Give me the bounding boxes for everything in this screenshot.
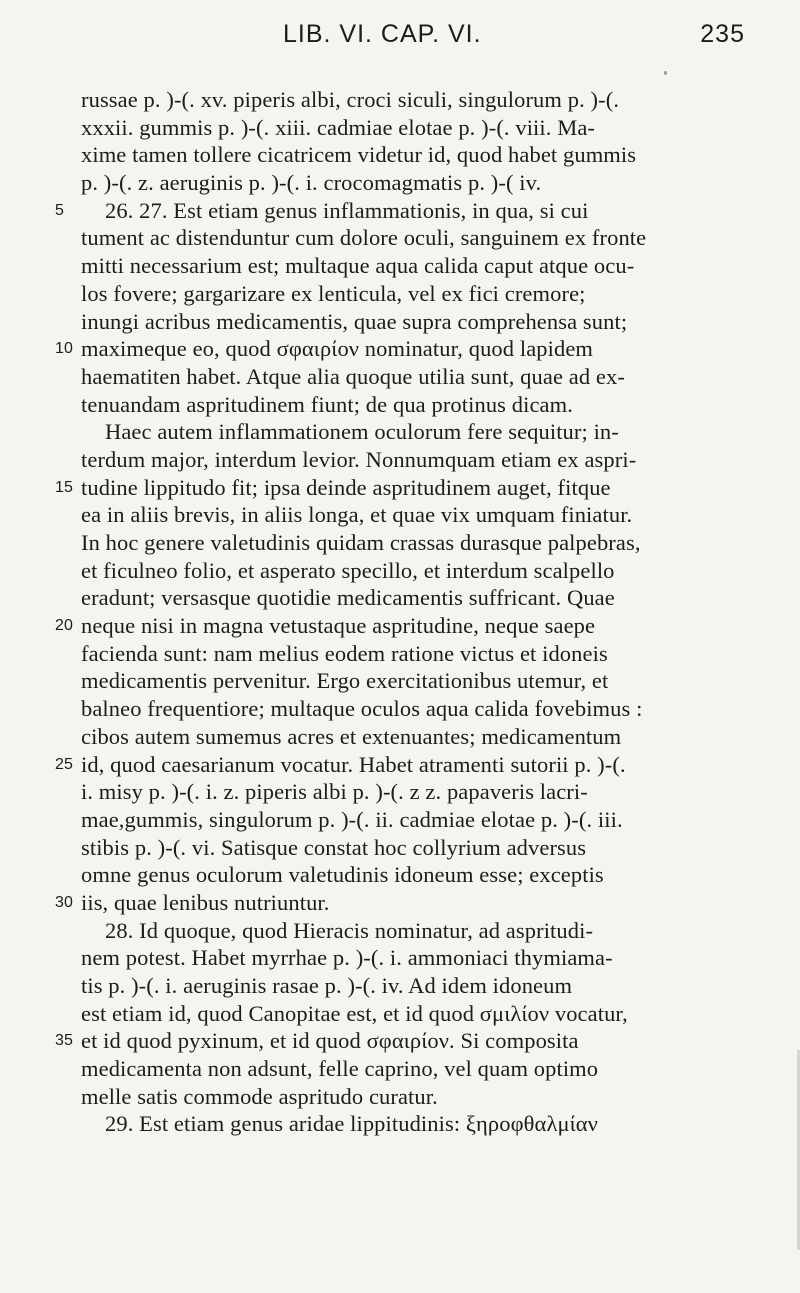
text-line (55, 557, 745, 585)
line-text: terdum major, interdum levior. Nonnumquam etiam ex aspri- (81, 446, 637, 472)
text-line (55, 861, 745, 889)
line-text: balneo frequentiore; multaque oculos aqua calida fovebimus : (81, 696, 643, 722)
line-number: 35 (55, 1032, 73, 1050)
line-text: Haec autem inflammationem oculorum fere sequitur; in- (105, 419, 619, 445)
line-number: 15 (55, 478, 73, 496)
text-line (55, 944, 745, 972)
text-line (55, 308, 745, 336)
running-head: LIB. VI. CAP. VI. (283, 20, 482, 48)
line-text: stibis p. )-(. vi. Satisque constat hoc collyrium adversus (81, 834, 587, 860)
text-line (55, 972, 745, 1000)
line-text: In hoc genere valetudinis quidam crassas durasque palpebras, (81, 530, 641, 555)
line-text: los fovere; gargarizare ex lenticula, vel ex fici cremore; (81, 280, 586, 306)
text-line (55, 391, 745, 419)
text-line (55, 363, 745, 391)
line-number: 30 (55, 893, 73, 911)
line-text: medicamentis pervenitur. Ergo exercitationibus utemur, et (81, 668, 609, 694)
line-text: tis p. )-(. i. aeruginis rasae p. )-(. iv. Ad idem idoneum (81, 973, 573, 998)
text-line (55, 667, 745, 695)
text-line (55, 114, 745, 142)
line-text: 29. Est etiam genus aridae lippitudinis: ξηροφθαλμίαν (105, 1111, 598, 1137)
text-line (55, 806, 745, 834)
line-text: nem potest. Habet myrrhae p. )-(. i. ammoniaci thymiama- (81, 945, 613, 971)
line-text: tudine lippitudo fit; ipsa deinde aspritudinem auget, fitque (81, 474, 611, 500)
line-text: ea in aliis brevis, in aliis longa, et quae vix umquam finiatur. (81, 502, 633, 528)
line-text: 28. Id quoque, quod Hieracis nominatur, ad aspritudi- (105, 917, 594, 943)
body-text (55, 86, 745, 1138)
text-line (55, 834, 745, 862)
line-text: mae,gummis, singulorum p. )-(. ii. cadmiae elotae p. )-(. iii. (81, 806, 623, 832)
line-text: haematiten habet. Atque alia quoque utilia sunt, quae ad ex- (81, 363, 625, 389)
line-number: 5 (55, 201, 64, 219)
line-text: tenuandam aspritudinem fiunt; de qua protinus dicam. (81, 391, 573, 417)
line-text: cibos autem sumemus acres et extenuantes; medicamentum (81, 723, 622, 749)
line-text: omne genus oculorum valetudinis idoneum esse; exceptis (81, 862, 604, 888)
page-number: 235 (700, 20, 745, 48)
text-line (55, 889, 745, 917)
ink-speck (664, 71, 667, 75)
text-line (55, 280, 745, 308)
text-line (55, 529, 745, 557)
text-line (55, 917, 745, 945)
text-line (55, 723, 745, 751)
line-text: mitti necessarium est; multaque aqua calida caput atque ocu- (81, 253, 635, 279)
line-text: et id quod pyxinum, et id quod σφαιρίον. Si composita (81, 1028, 579, 1054)
text-line (55, 141, 745, 169)
text-line (55, 778, 745, 806)
text-line (55, 695, 745, 723)
line-text: russae p. )-(. xv. piperis albi, croci siculi, singulorum p. )-(. (81, 87, 620, 112)
line-text: p. )-(. z. aeruginis p. )-(. i. crocomagmatis p. )-( iv. (81, 170, 542, 196)
line-number: 25 (55, 755, 73, 773)
line-text: iis, quae lenibus nutriuntur. (81, 889, 330, 915)
line-text: tument ac distenduntur cum dolore oculi, sanguinem ex fronte (81, 225, 647, 251)
text-line (55, 446, 745, 474)
text-line (55, 501, 745, 529)
line-text: i. misy p. )-(. i. z. piperis albi p. )-(. z z. papaveris lacri- (81, 779, 588, 805)
line-text: est etiam id, quod Canopitae est, et id quod σμιλίον vocatur, (81, 1000, 628, 1026)
text-line (55, 418, 745, 446)
line-text: 26. 27. Est etiam genus inflammationis, in qua, si cui (105, 197, 589, 223)
page-header (0, 14, 800, 54)
line-number: 20 (55, 617, 73, 635)
text-line (55, 169, 745, 197)
line-text: inungi acribus medicamentis, quae supra comprehensa sunt; (81, 308, 628, 334)
text-line (55, 197, 745, 225)
line-text: medicamenta non adsunt, felle caprino, vel quam optimo (81, 1056, 599, 1082)
text-line (55, 86, 745, 114)
line-text: id, quod caesarianum vocatur. Habet atramenti sutorii p. )-(. (81, 751, 626, 777)
text-line (55, 1027, 745, 1055)
text-line (55, 612, 745, 640)
text-line (55, 1110, 745, 1138)
line-number: 10 (55, 340, 73, 358)
text-line (55, 1083, 745, 1111)
line-text: xime tamen tollere cicatricem videtur id, quod habet gummis (81, 142, 637, 168)
line-text: melle satis commode aspritudo curatur. (81, 1083, 438, 1109)
text-line (55, 640, 745, 668)
line-text: xxxii. gummis p. )-(. xiii. cadmiae elotae p. )-(. viii. Ma- (81, 114, 595, 140)
line-text: facienda sunt: nam melius eodem ratione victus et idoneis (81, 640, 608, 666)
text-line (55, 584, 745, 612)
text-line (55, 224, 745, 252)
line-text: maximeque eo, quod σφαιρίον nominatur, quod lapidem (81, 336, 594, 362)
text-line (55, 474, 745, 502)
text-line (55, 1055, 745, 1083)
line-text: eradunt; versasque quotidie medicamentis suffricant. Quae (81, 585, 615, 611)
line-text: neque nisi in magna vetustaque aspritudine, neque saepe (81, 613, 596, 639)
line-text: et ficulneo folio, et asperato specillo, et interdum scalpello (81, 557, 615, 583)
text-line (55, 751, 745, 779)
text-line (55, 1000, 745, 1028)
text-line (55, 252, 745, 280)
text-line (55, 335, 745, 363)
